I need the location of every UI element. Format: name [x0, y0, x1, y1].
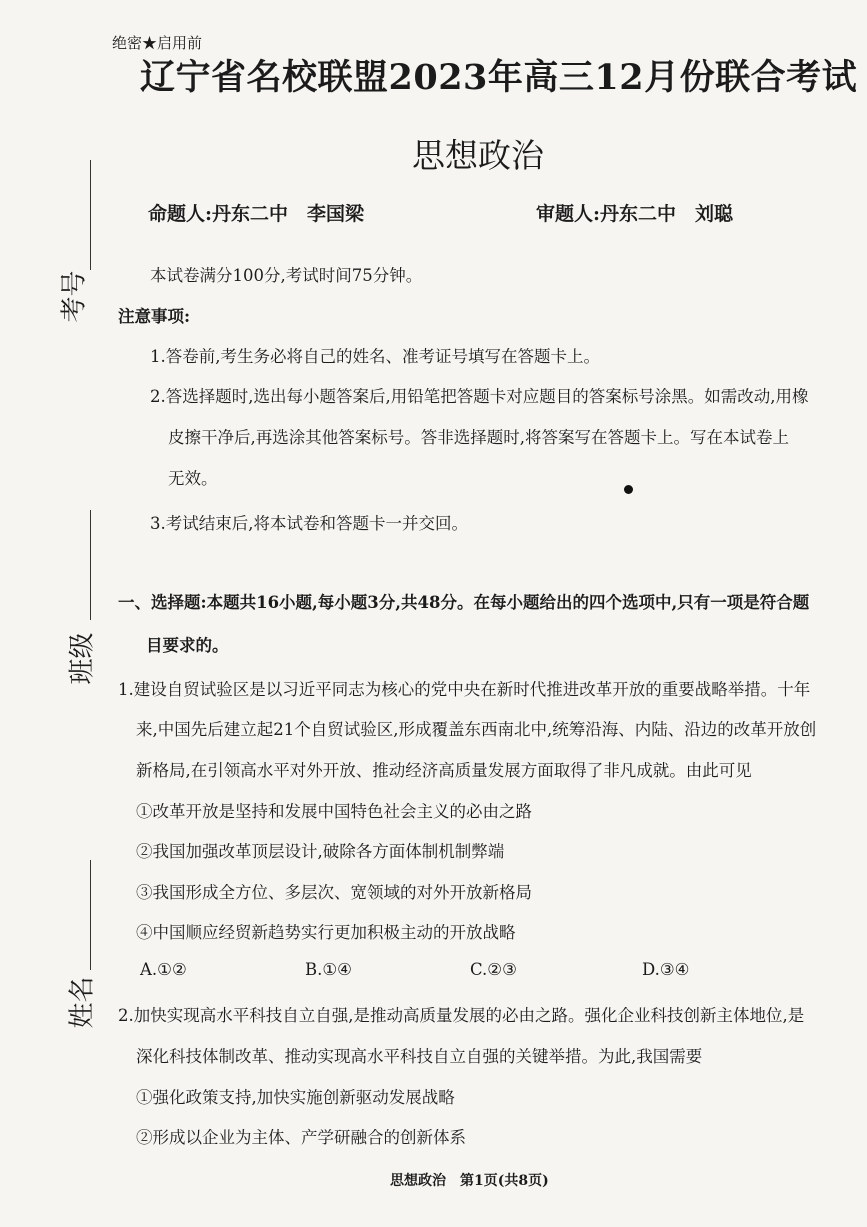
subject-title: 思想政治	[412, 136, 544, 175]
name-line	[90, 860, 91, 970]
ink-dot	[624, 485, 633, 494]
question-1-option-b: B.①④	[305, 960, 352, 979]
question-2-stem: 2.加快实现高水平科技自立自强,是推动高质量发展的必由之路。强化企业科技创新主体地位,是	[118, 1006, 805, 1025]
notice-item-2: 2.答选择题时,选出每小题答案后,用铅笔把答题卡对应题目的答案标号涂黑。如需改动,用橡	[150, 387, 809, 406]
question-1-stem-end: 新格局,在引领高水平对外开放、推动经济高质量发展方面取得了非凡成就。由此可见	[136, 761, 752, 780]
notice-item-2-cont: 皮擦干净后,再选涂其他答案标号。答非选择题时,将答案写在答题卡上。写在本试卷上	[168, 428, 789, 447]
question-2-statement-2: ②形成以企业为主体、产学研融合的创新体系	[136, 1128, 466, 1147]
question-1-statement-2: ②我国加强改革顶层设计,破除各方面体制机制弊端	[136, 842, 505, 861]
question-2-stem-cont: 深化科技体制改革、推动实现高水平科技自立自强的关键举措。为此,我国需要	[136, 1047, 703, 1066]
question-1-statement-1: ①改革开放是坚持和发展中国特色社会主义的必由之路	[136, 802, 532, 821]
author-line: 命题人:丹东二中 李国梁	[148, 203, 365, 225]
question-1-statement-4: ④中国顺应经贸新趋势实行更加积极主动的开放战略	[136, 923, 516, 942]
exam-no-line	[90, 160, 91, 270]
section-heading: 一、选择题:本题共16小题,每小题3分,共48分。在每小题给出的四个选项中,只有一项是符合题	[118, 593, 810, 612]
question-1-option-a: A.①②	[140, 960, 187, 979]
question-2-statement-1: ①强化政策支持,加快实施创新驱动发展战略	[136, 1088, 455, 1107]
page-footer: 思想政治 第1页(共8页)	[390, 1173, 549, 1189]
name-label: 姓名	[67, 976, 98, 1029]
exam-no-label: 考号	[59, 270, 90, 323]
class-label: 班级	[67, 632, 98, 685]
question-1-option-d: D.③④	[642, 960, 690, 979]
question-1-option-c: C.②③	[470, 960, 517, 979]
question-1-statement-3: ③我国形成全方位、多层次、宽领域的对外开放新格局	[136, 883, 532, 902]
question-1-stem-cont: 来,中国先后建立起21个自贸试验区,形成覆盖东西南北中,统筹沿海、内陆、沿边的改革开放创	[136, 720, 817, 739]
notice-item-3: 3.考试结束后,将本试卷和答题卡一并交回。	[150, 514, 468, 533]
notice-heading: 注意事项:	[118, 307, 191, 326]
class-line	[90, 510, 91, 620]
section-heading-cont: 目要求的。	[146, 636, 229, 655]
question-1-stem: 1.建设自贸试验区是以习近平同志为核心的党中央在新时代推进改革开放的重要战略举措。十年	[118, 680, 811, 699]
exam-title: 辽宁省名校联盟2023年高三12月份联合考试	[140, 57, 858, 98]
notice-item-2-end: 无效。	[168, 469, 218, 488]
notice-item-1: 1.答卷前,考生务必将自己的姓名、准考证号填写在答题卡上。	[150, 347, 600, 366]
reviewer-line: 审题人:丹东二中 刘聪	[536, 203, 734, 225]
confidential-mark: 绝密★启用前	[112, 34, 203, 52]
exam-intro: 本试卷满分100分,考试时间75分钟。	[150, 266, 423, 285]
